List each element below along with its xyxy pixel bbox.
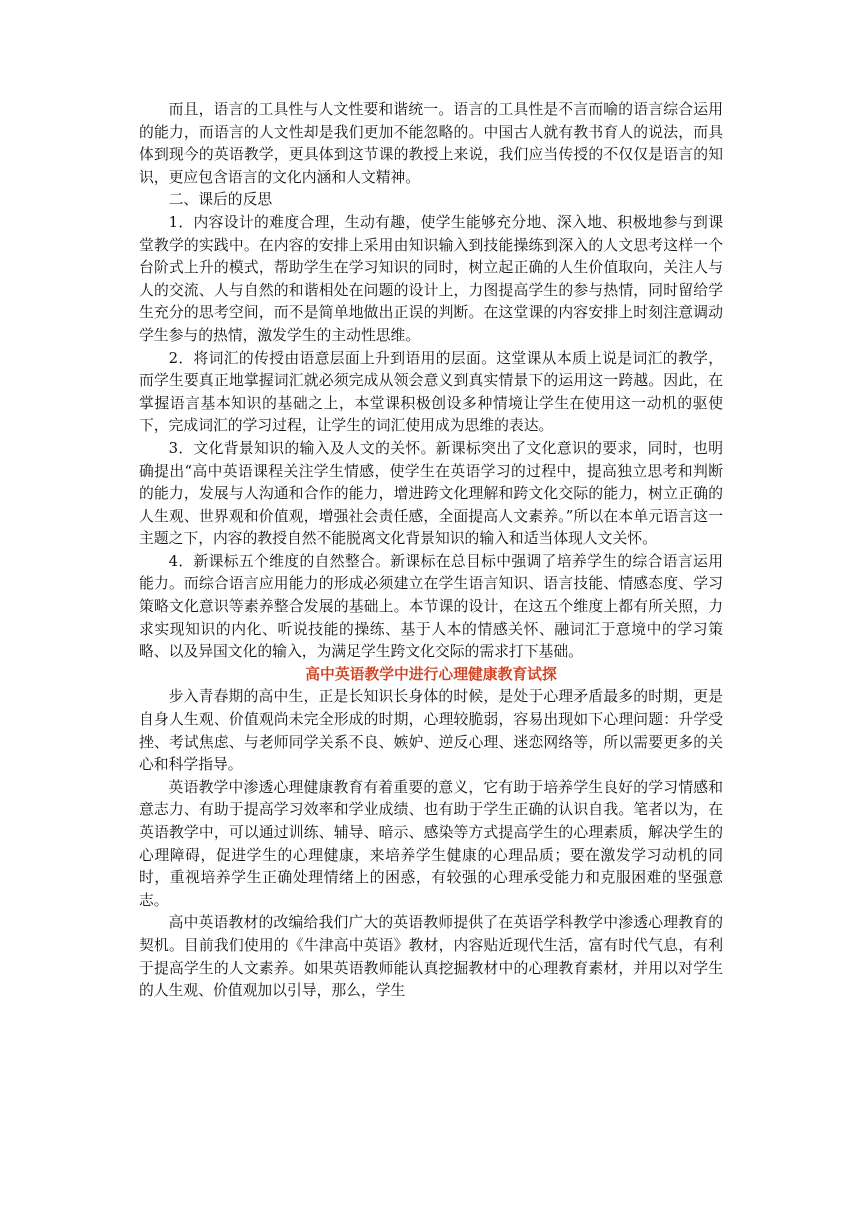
article-title: 高中英语教学中进行心理健康教育试探 bbox=[305, 665, 557, 683]
article-paragraph-3: 高中英语教材的改编给我们广大的英语教师提供了在英语学科教学中渗透心理教育的契机。目前我们使用的《牛津高中英语》教材，内容贴近现代生活，富有时代气息，有利于提高学生的人文素养。如果英语教师能认真挖掘教材中的心理教育素材，并用以对学生的人生观、价值观加以引导，那么，学生 bbox=[139, 914, 723, 1000]
reflection-item-1: 1．内容设计的难度合理，生动有趣，使学生能够充分地、深入地、积极地参与到课堂教学的实践中。在内容的安排上采用由知识输入到技能操练到深入的人文思考这样一个台阶式上升的模式，帮助学生在学习知识的同时，树立起正确的人生价值取向，关注人与人的交流、人与自然的和谐相处在问题的设计上，力图提高学生的参与热情，同时留给学生充分的思考空间，而不是简单地做出正误的判断。在这堂课的内容安排上时刻注意调动学生参与的热情，激发学生的主动性思维。 bbox=[139, 213, 723, 344]
paragraph-intro: 而且，语言的工具性与人文性要和谐统一。语言的工具性是不言而喻的语言综合运用的能力，而语言的人文性却是我们更加不能忽略的。中国古人就有教书育人的说法，而具体到现今的英语教学，更具体到这节课的教授上来说，我们应当传授的不仅仅是语言的知识，更应包含语言的文化内涵和人文精神。 bbox=[139, 101, 723, 186]
reflection-item-4: 4．新课标五个维度的自然整合。新课标在总目标中强调了培养学生的综合语言运用能力。而综合语言应用能力的形成必须建立在学生语言知识、语言技能、情感态度、学习策略文化意识等素养整合发展的基础上。本节课的设计，在这五个维度上都有所关照，力求实现知识的内化、听说技能的操练、基于人本的情感关怀、融词汇于意境中的学习策略、以及异国文化的输入，为满足学生跨文化交际的需求打下基础。 bbox=[139, 552, 723, 661]
article-paragraph-2: 英语教学中渗透心理健康教育有着重要的意义，它有助于培养学生良好的学习情感和意志力、有助于提高学习效率和学业成绩、也有助于学生正确的认识自我。笔者以为，在英语教学中，可以通过训练、辅导、暗示、感染等方式提高学生的心理素质，解决学生的心理障碍，促进学生的心理健康，来培养学生健康的心理品质；要在激发学习动机的同时，重视培养学生正确处理情绪上的困惑，有较强的心理承受能力和克服困难的坚强意志。 bbox=[139, 778, 723, 909]
reflection-item-3: 3．文化背景知识的输入及人文的关怀。新课标突出了文化意识的要求，同时，也明确提出“高中英语课程关注学生情感，使学生在英语学习的过程中，提高独立思考和判断的能力，发展与人沟通和合作的能力，增进跨文化理解和跨文化交际的能力，树立正确的人生观、世界观和价值观，增强社会责任感，全面提高人文素养。”所以在本单元语言这一主题之下，内容的教授自然不能脱离文化背景知识的输入和适当体现人文关怀。 bbox=[139, 439, 723, 548]
section-title-reflection: 二、课后的反思 bbox=[168, 191, 273, 209]
document-page bbox=[139, 99, 723, 1003]
article-paragraph-1: 步入青春期的高中生，正是长知识长身体的时候，是处于心理矛盾最多的时期，更是自身人生观、价值观尚未完全形成的时期，心理较脆弱，容易出现如下心理问题：升学受挫、考试焦虑、与老师同学关系不良、嫉妒、逆反心理、迷恋网络等，所以需要更多的关心和科学指导。 bbox=[139, 688, 723, 774]
reflection-item-2: 2．将词汇的传授由语意层面上升到语用的层面。这堂课从本质上说是词汇的教学，而学生要真正地掌握词汇就必须完成从领会意义到真实情景下的运用这一跨越。因此，在掌握语言基本知识的基础之上，本堂课积极创设多种情境让学生在使用这一动机的驱使下，完成词汇的学习过程，让学生的词汇使用成为思维的表达。 bbox=[139, 349, 723, 435]
